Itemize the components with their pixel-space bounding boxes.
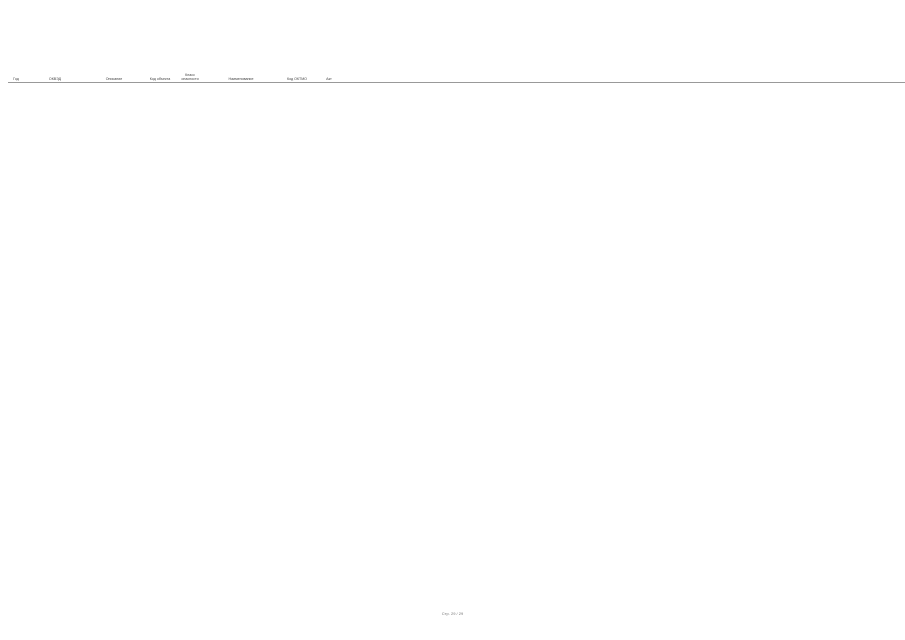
column-header: Код ОКТМО (280, 60, 314, 83)
column-header (442, 60, 464, 83)
column-header (418, 60, 442, 83)
data-table (8, 60, 905, 83)
column-header: Описание (86, 60, 142, 83)
column-header (650, 60, 680, 83)
column-header: Акт (314, 60, 344, 83)
column-header (522, 60, 556, 83)
page-footer: Стр. 29 / 29 (441, 611, 464, 616)
column-header (464, 60, 488, 83)
column-header (680, 60, 708, 83)
column-header (488, 60, 522, 83)
column-header: Код объекта (142, 60, 178, 83)
column-header: Год (8, 60, 24, 83)
column-header: Класс опасности (178, 60, 202, 83)
column-header (618, 60, 650, 83)
header-row (8, 60, 905, 83)
column-header (370, 60, 394, 83)
column-header (758, 60, 782, 83)
column-header: Наименование (202, 60, 280, 83)
column-header (830, 60, 854, 83)
column-header (708, 60, 734, 83)
column-header (782, 60, 806, 83)
column-header: ОКВЭД (24, 60, 86, 83)
column-header (806, 60, 830, 83)
column-header (734, 60, 758, 83)
column-header (344, 60, 370, 83)
column-header (878, 60, 902, 83)
column-header (854, 60, 878, 83)
column-header (394, 60, 418, 83)
column-header (590, 60, 618, 83)
column-header (556, 60, 590, 83)
